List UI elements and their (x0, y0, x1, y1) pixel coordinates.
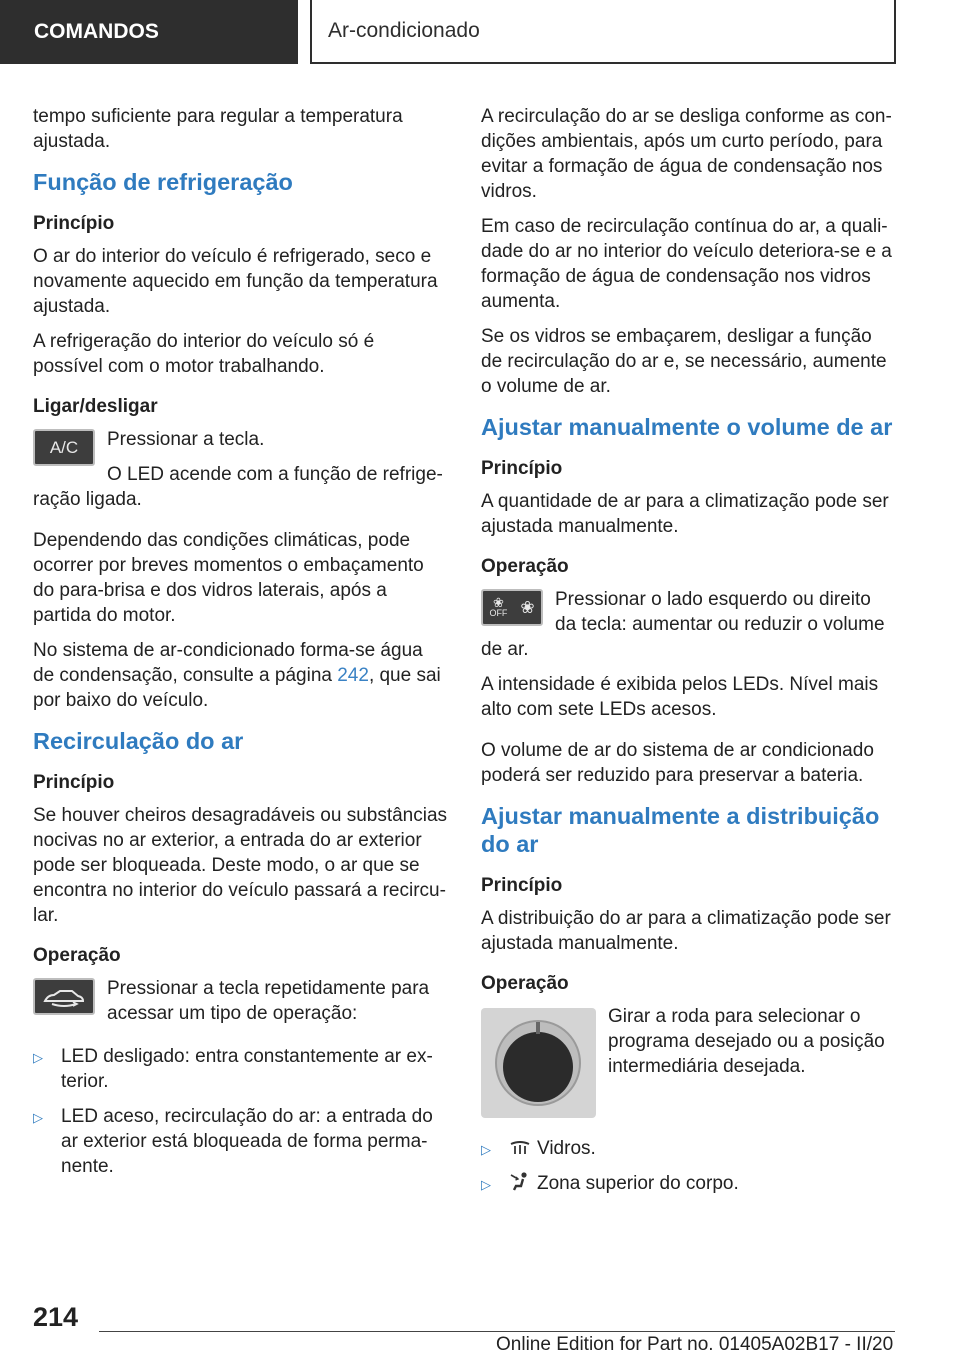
ac-key-icon (33, 429, 95, 466)
paragraph: O ar do interior do veículo é refrigerado, seco e novamente aquecido em função da temperatura ajustada. (33, 246, 438, 317)
triangle-bullet-icon: ▷ (33, 1110, 43, 1125)
paragraph: A quantidade de ar para a climatização pode ser ajustada manualmente. (481, 491, 889, 537)
subheading: Operação (481, 556, 569, 577)
paragraph: Pressionar a tecla. (107, 429, 265, 450)
off-label: OFF (489, 607, 508, 618)
subheading: Operação (33, 945, 121, 966)
paragraph: Girar a roda para selecionar o programa desejado ou a posição intermediária desejada. (608, 1006, 885, 1077)
section-title: COMANDOS (34, 20, 159, 43)
distribution-knob-icon (481, 1008, 596, 1118)
chapter-tab (310, 0, 896, 64)
heading-distribuicao: Ajustar manualmente a distribuição do ar (481, 803, 880, 857)
subheading: Ligar/desligar (33, 396, 158, 417)
heading-volume: Ajustar manualmente o volume de ar (481, 414, 893, 440)
triangle-bullet-icon: ▷ (33, 1050, 43, 1065)
subheading: Princípio (33, 213, 115, 234)
right-column (481, 104, 897, 1206)
paragraph: Se os vidros se embaçarem, desligar a função de recirculação do ar e, se necessário, aumente o volume de ar. (481, 326, 887, 397)
heading-refrigeracao: Função de refrigeração (33, 169, 293, 195)
fan-large-icon: ❀ (520, 597, 535, 617)
list-item-text: LED aceso, recirculação do ar: a entrada do ar exterior está bloqueada de forma permanente. (61, 1106, 433, 1177)
fan-key-icon (481, 589, 543, 626)
paragraph (33, 638, 449, 713)
list-item (481, 1136, 897, 1161)
knob-marker (536, 1022, 540, 1034)
paragraph: Pressionar a tecla repetidamente para acessar um tipo de operação: (107, 978, 430, 1024)
car-recirculation-icon (42, 986, 86, 1008)
fan-small-icon: ❀ OFF (489, 594, 508, 618)
triangle-bullet-icon: ▷ (481, 1142, 491, 1157)
paragraph: Se houver cheiros desagradáveis ou substâncias nocivas no ar exterior, a entrada do ar exterior pode ser bloqueada. Deste modo, o ar que se encontra no interior do veículo passará a recircular. (33, 805, 448, 926)
footer-edition: Online Edition for Part no. 01405A02B17 - II/20 (496, 1334, 894, 1355)
paragraph: Dependendo das condições climáticas, pode ocorrer por breves momentos o embaçamento do para-brisa e dos vidros laterais, após a partida do motor. (33, 530, 424, 626)
list-item-text: LED desligado: entra constantemente ar exterior. (61, 1046, 433, 1092)
operation-list (33, 1036, 449, 1179)
knob-center (503, 1032, 573, 1102)
list-item-text: Vidros. (537, 1138, 596, 1159)
windshield-icon (509, 1140, 531, 1156)
text: No sistema de ar-condicionado forma-se água de condensação, consulte a página (33, 640, 423, 686)
subheading: Princípio (33, 772, 115, 793)
list-item (481, 1171, 897, 1196)
paragraph: tempo suficiente para regular a temperatura ajustada. (33, 106, 403, 152)
triangle-bullet-icon: ▷ (481, 1177, 491, 1192)
upper-body-airflow-icon (509, 1171, 531, 1191)
paragraph: Em caso de recirculação contínua do ar, a qualidade do ar no interior do veículo deteriora-se e a formação de água de condensação nos vidros aumenta. (481, 216, 892, 312)
chapter-title: Ar-condicionado (328, 19, 480, 42)
heading-recirculacao: Recirculação do ar (33, 728, 244, 754)
footer-divider (99, 1331, 895, 1332)
paragraph: O LED acende com a função de refrigeração ligada. (33, 464, 443, 510)
subheading: Operação (481, 973, 569, 994)
paragraph: A intensidade é exibida pelos LEDs. Nível mais alto com sete LEDs acesos. (481, 674, 879, 720)
subheading: Princípio (481, 458, 563, 479)
list-item (33, 1044, 449, 1094)
paragraph: A refrigeração do interior do veículo só é possível com o motor trabalhando. (33, 331, 375, 377)
subheading: Princípio (481, 875, 563, 896)
page-number: 214 (33, 1302, 79, 1332)
paragraph: O volume de ar do sistema de ar condicionado poderá ser reduzido para preservar a bateria. (481, 740, 874, 786)
list-item (33, 1104, 449, 1179)
ac-key-label: A/C (49, 437, 79, 457)
paragraph: A distribuição do ar para a climatização pode ser ajustada manualmente. (481, 908, 891, 954)
list-item-text: Zona superior do corpo. (537, 1173, 739, 1194)
recirculation-key-icon (33, 978, 95, 1015)
distribution-list (481, 1122, 897, 1196)
page-link[interactable]: 242 (337, 665, 369, 686)
text: , que sai por baixo do veículo. (33, 665, 441, 711)
left-column (33, 104, 449, 1189)
paragraph: Pressionar o lado esquerdo ou direito da tecla: aumentar ou reduzir o volume de ar. (481, 589, 885, 660)
section-tab (0, 0, 298, 64)
paragraph: A recirculação do ar se desliga conforme as condições ambientais, após um curto período, para evitar a formação de água de condensação nos vidros. (481, 106, 892, 202)
